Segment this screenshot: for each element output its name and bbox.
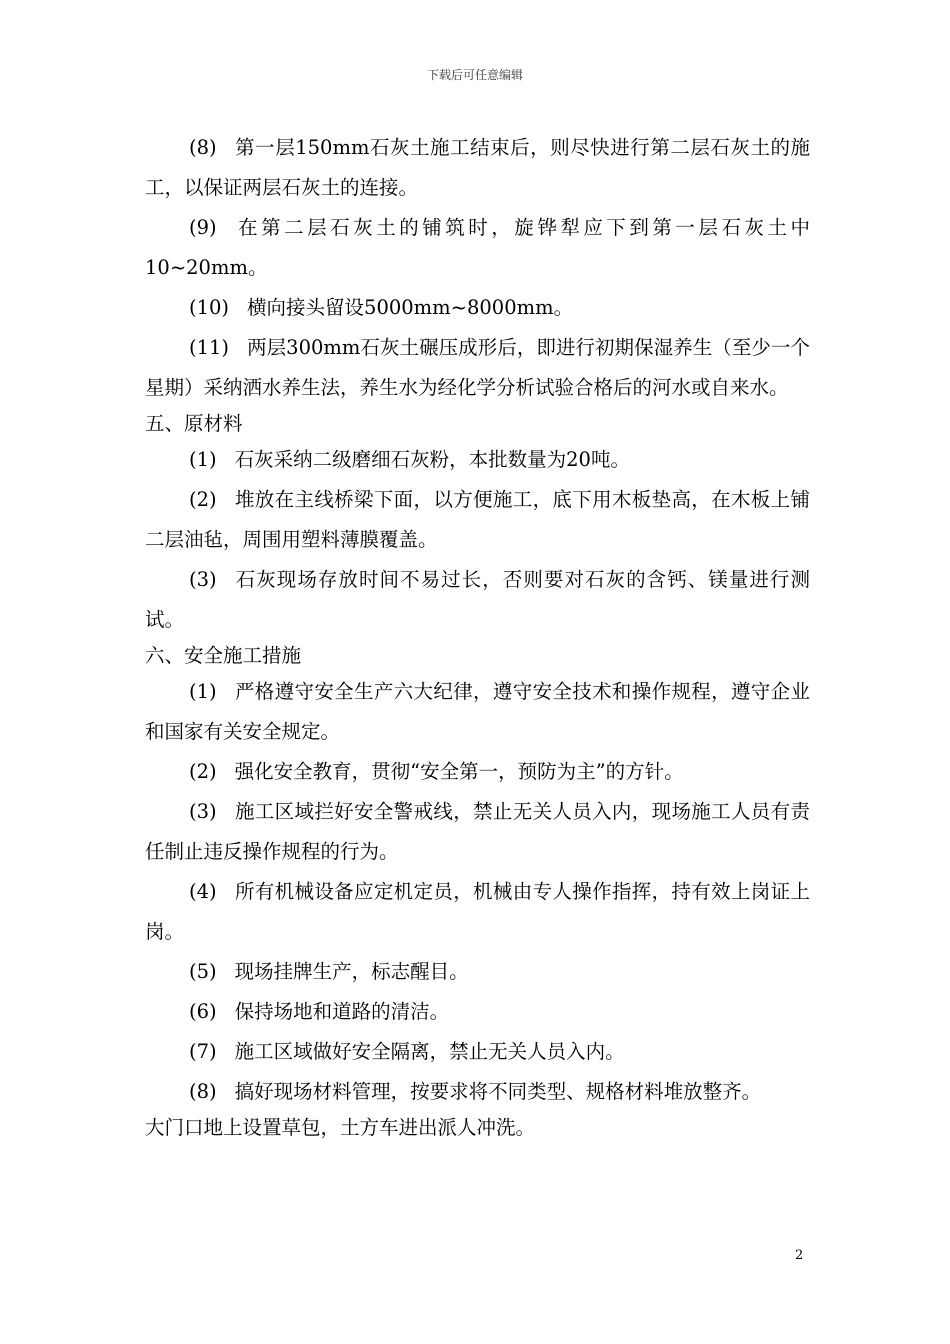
item-number: (11) <box>189 336 230 359</box>
item-text: 施工区域拦好安全警戒线，禁止无关人员入内，现场施工人员有责任制止违反操作规程的行为。 <box>145 800 810 863</box>
item-text: 所有机械设备应定机定员，机械由专人操作指挥，持有效上岗证上岗。 <box>145 880 810 943</box>
list-item <box>145 872 810 952</box>
item-text: 现场挂牌生产，标志醒目。 <box>234 960 469 983</box>
item-text: 堆放在主线桥梁下面，以方便施工，底下用木板垫高，在木板上铺二层油毡，周围用塑料薄膜覆盖。 <box>145 488 810 551</box>
page-number: 2 <box>795 1248 804 1263</box>
item-text: 施工区域做好安全隔离，禁止无关人员入内。 <box>234 1040 625 1063</box>
list-item <box>145 208 810 288</box>
item-number: (9) <box>189 216 217 239</box>
item-text: 石灰采纳二级磨细石灰粉，本批数量为20吨。 <box>234 448 630 471</box>
section-heading: 六、安全施工措施 <box>145 644 302 667</box>
item-text: 第一层150mm石灰土施工结束后，则尽快进行第二层石灰土的施工，以保证两层石灰土的连接。 <box>145 136 810 199</box>
body-paragraph: 大门口地上设置草包，土方车进出派人冲洗。 <box>145 1116 536 1139</box>
list-item <box>145 1072 810 1112</box>
list-item <box>145 952 810 992</box>
item-text: 强化安全教育，贯彻“安全第一，预防为主”的方针。 <box>234 760 684 783</box>
item-number: (5) <box>189 960 217 983</box>
item-number: (4) <box>189 880 217 903</box>
item-text: 保持场地和道路的清洁。 <box>234 1000 450 1023</box>
list-item <box>145 752 810 792</box>
item-number: (1) <box>189 680 217 703</box>
item-number: (3) <box>189 800 217 823</box>
item-number: (8) <box>189 136 217 159</box>
item-number: (10) <box>189 296 230 319</box>
page-header: 下载后可任意编辑 <box>426 68 523 82</box>
list-item <box>145 440 810 480</box>
list-item <box>145 1032 810 1072</box>
list-item <box>145 792 810 872</box>
item-text: 两层300mm石灰土碾压成形后，即进行初期保湿养生（至少一个星期）采纳洒水养生法，养生水为经化学分析试验合格后的河水或自来水。 <box>145 336 810 399</box>
list-item <box>145 992 810 1032</box>
list-item <box>145 560 810 640</box>
list-item <box>145 672 810 752</box>
item-text: 石灰现场存放时间不易过长，否则要对石灰的含钙、镁量进行测试。 <box>145 568 810 631</box>
list-item <box>145 288 810 328</box>
list-item <box>145 328 810 408</box>
list-item <box>145 128 810 208</box>
item-text: 横向接头留设5000mm~8000mm。 <box>247 296 574 319</box>
item-text: 严格遵守安全生产六大纪律，遵守安全技术和操作规程，遵守企业和国家有关安全规定。 <box>145 680 810 743</box>
item-number: (3) <box>189 568 217 591</box>
item-text: 搞好现场材料管理，按要求将不同类型、规格材料堆放整齐。 <box>234 1080 762 1103</box>
item-text: 在第二层石灰土的铺筑时，旋铧犁应下到第一层石灰土中10~20mm。 <box>145 216 810 279</box>
item-number: (2) <box>189 760 217 783</box>
item-number: (8) <box>189 1080 217 1103</box>
item-number: (1) <box>189 448 217 471</box>
item-number: (6) <box>189 1000 217 1023</box>
item-number: (2) <box>189 488 217 511</box>
list-item <box>145 480 810 560</box>
item-number: (7) <box>189 1040 217 1063</box>
document-body <box>145 128 810 1144</box>
section-heading: 五、原材料 <box>145 412 243 435</box>
